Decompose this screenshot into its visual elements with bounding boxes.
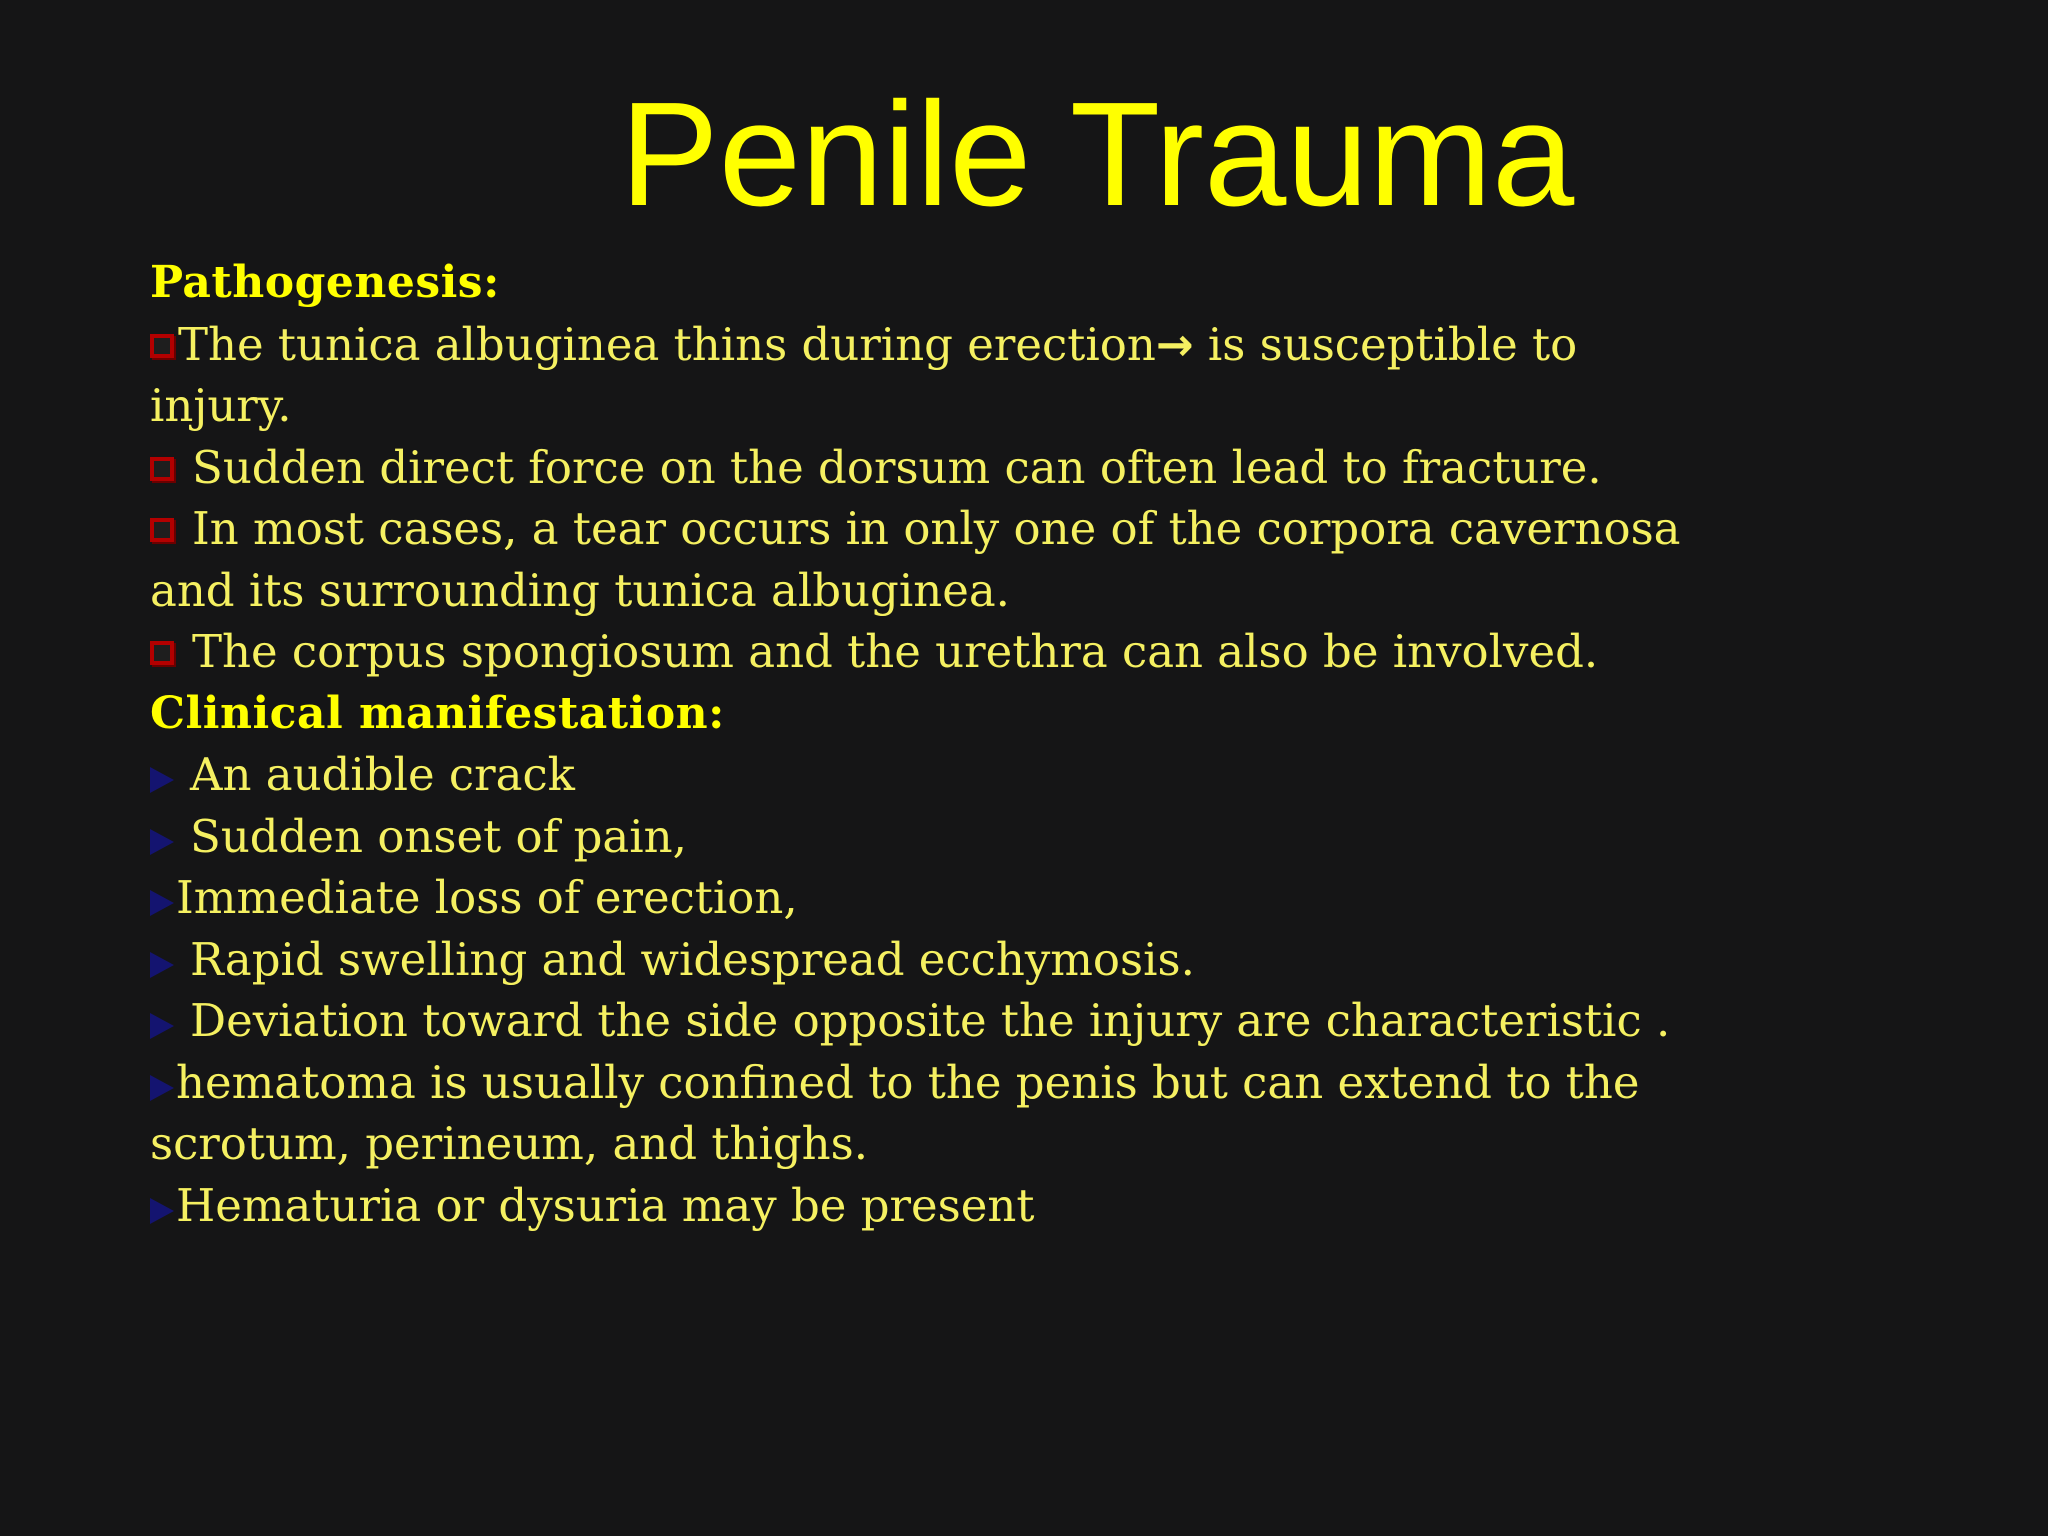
pathogenesis-item-1 xyxy=(150,314,2010,376)
pathogenesis-item-1-continued: injury. xyxy=(150,379,292,432)
arrow-bullet-icon xyxy=(150,890,174,916)
clinical-item-2 xyxy=(150,806,2010,868)
pathogenesis-item-1-text-b: is susceptible to xyxy=(1193,317,1578,371)
arrow-bullet-icon xyxy=(150,1013,174,1039)
slide-title: Penile Trauma xyxy=(620,72,1575,237)
arrow-bullet-icon xyxy=(150,829,174,855)
clinical-item-1-text: An audible crack xyxy=(190,748,575,801)
clinical-item-7 xyxy=(150,1175,2010,1237)
pathogenesis-item-3-continued: and its surrounding tunica albuginea. xyxy=(150,563,1010,617)
arrow-bullet-icon xyxy=(150,952,174,978)
clinical-item-5-text: Deviation toward the side opposite the injury are characteristic . xyxy=(190,994,1671,1047)
square-bullet-icon xyxy=(150,457,174,481)
clinical-heading: Clinical manifestation: xyxy=(150,687,725,739)
clinical-item-6-text: hematoma is usually confined to the penis but can extend to the xyxy=(176,1055,1640,1109)
pathogenesis-item-3 xyxy=(150,498,2010,560)
square-bullet-icon xyxy=(150,641,174,665)
square-bullet-icon xyxy=(150,518,174,542)
clinical-item-3-text: Immediate loss of erection, xyxy=(176,871,798,924)
clinical-item-5 xyxy=(150,990,2010,1052)
square-bullet-icon xyxy=(150,334,174,358)
clinical-item-7-text: Hematuria or dysuria may be present xyxy=(176,1178,1035,1232)
pathogenesis-item-1-text-a: The tunica albuginea thins during erection xyxy=(178,317,1156,371)
clinical-item-6-continued: scrotum, perineum, and thighs. xyxy=(150,1117,869,1170)
right-arrow-icon: → xyxy=(1155,317,1194,371)
pathogenesis-heading: Pathogenesis: xyxy=(150,257,500,308)
pathogenesis-item-4-text: The corpus spongiosum and the urethra can also be involved. xyxy=(192,625,1599,678)
arrow-bullet-icon xyxy=(150,767,174,793)
pathogenesis-item-2-text: Sudden direct force on the dorsum can often lead to fracture. xyxy=(192,440,1602,494)
pathogenesis-item-4 xyxy=(150,621,2010,683)
clinical-item-4 xyxy=(150,929,2010,991)
arrow-bullet-icon xyxy=(150,1075,174,1101)
pathogenesis-item-2 xyxy=(150,437,2010,499)
clinical-item-4-text: Rapid swelling and widespread ecchymosis. xyxy=(190,932,1195,986)
clinical-item-6 xyxy=(150,1052,2010,1114)
clinical-item-2-text: Sudden onset of pain, xyxy=(190,809,687,863)
clinical-item-1 xyxy=(150,744,2010,806)
clinical-item-3 xyxy=(150,867,2010,929)
arrow-bullet-icon xyxy=(150,1198,174,1224)
pathogenesis-item-3-text: In most cases, a tear occurs in only one of the corpora cavernosa xyxy=(192,502,1681,555)
slide-body xyxy=(150,252,2010,1236)
